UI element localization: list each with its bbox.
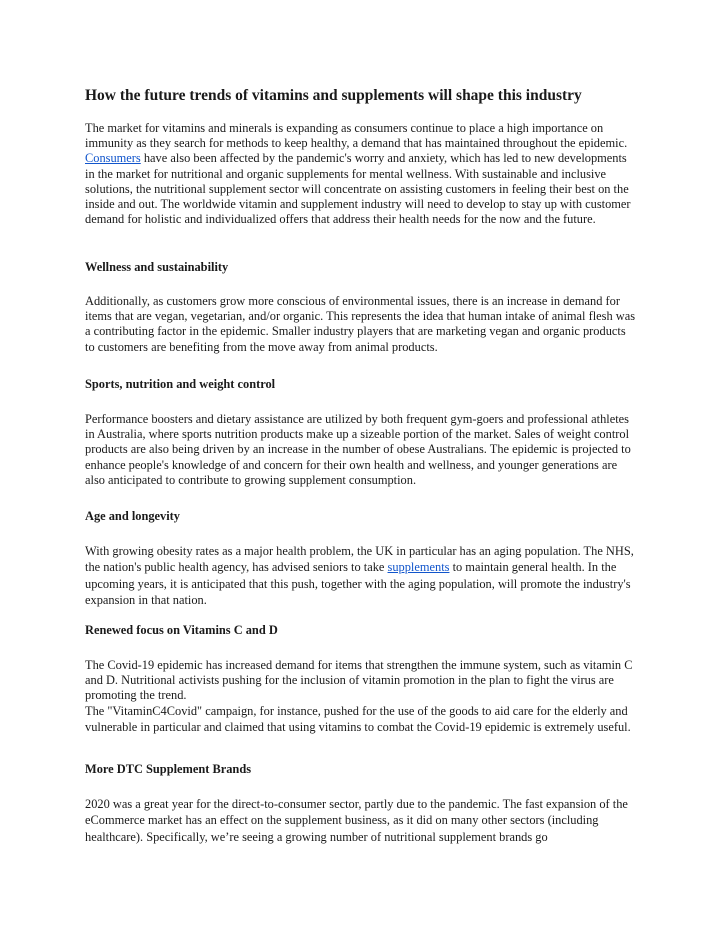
sports-heading: Sports, nutrition and weight control: [85, 377, 276, 391]
vitamins-paragraph-1: The Covid-19 epidemic has increased demand for items that strengthen the immune system, such as vitamin C and D. Nutritional activists pushing for the inclusion of vitamin promotion in the plan to fight the virus are promoting the trend.: [85, 658, 633, 703]
page-title: How the future trends of vitamins and supplements will shape this industry: [85, 87, 582, 104]
wellness-paragraph: Additionally, as customers grow more conscious of environmental issues, there is an increase in demand for items that are vegan, vegetarian, and/or organic. This represents the idea that human intake of animal flesh was a contributing factor in the epidemic. Smaller industry players that are marketing vegan and organic products to customers are benefiting from the move away from animal products.: [85, 294, 636, 354]
intro-text-after: have also been affected by the pandemic's worry and anxiety, which has led to new developments in the market for nutritional and organic supplements for mental wellness. With sustainable and inclusive solutions, the nutritional supplement sector will concentrate on assisting customers in feeling their best on the inside and out. The worldwide vitamin and supplement industry will need to develop to stay up with customer demand for holistic and individualized offers that address their health needs for the now and the future.: [85, 151, 631, 227]
intro-text-before: The market for vitamins and minerals is expanding as consumers continue to place a high importance on immunity as they search for methods to keep healthy, a demand that has maintained throughout the epidemic.: [85, 121, 628, 151]
age-heading: Age and longevity: [85, 509, 180, 523]
wellness-heading: Wellness and sustainability: [85, 260, 229, 274]
age-text-after: to maintain general health. In the upcoming years, it is anticipated that this push, together with the aging population, will promote the industry's expansion in that nation.: [85, 560, 631, 607]
supplements-link[interactable]: supplements: [387, 560, 450, 575]
age-paragraph: [85, 543, 637, 608]
dtc-paragraph: 2020 was a great year for the direct-to-consumer sector, partly due to the pandemic. The fast expansion of the eCommerce market has an effect on the supplement business, as it did on many other sectors (including healthcare). Specifically, we’re seeing a growing number of nutritional supplement brands go: [85, 797, 628, 844]
sports-paragraph: Performance boosters and dietary assistance are utilized by both frequent gym-goers and professional athletes in Australia, where sports nutrition products make up a sizeable portion of the market. Sales of weight control products are also being driven by an increase in the number of obese Australians. The epidemic is projected to enhance people's knowledge of and concern for their own health and wellness, and younger generations are also anticipated to contribute to growing supplement consumption.: [85, 412, 631, 487]
age-text-before: With growing obesity rates as a major health problem, the UK in particular has an aging population. The NHS, the nation's public health agency, has advised seniors to take: [85, 544, 634, 575]
vitamins-heading: Renewed focus on Vitamins C and D: [85, 623, 278, 637]
intro-paragraph: [85, 121, 637, 227]
consumers-link[interactable]: Consumers: [85, 151, 141, 166]
vitamins-paragraph-2: The "VitaminC4Covid" campaign, for instance, pushed for the use of the goods to aid care for the elderly and vulnerable in particular and claimed that using vitamins to combat the Covid-19 epidemic is extremely useful.: [85, 704, 631, 735]
dtc-heading: More DTC Supplement Brands: [85, 762, 252, 776]
